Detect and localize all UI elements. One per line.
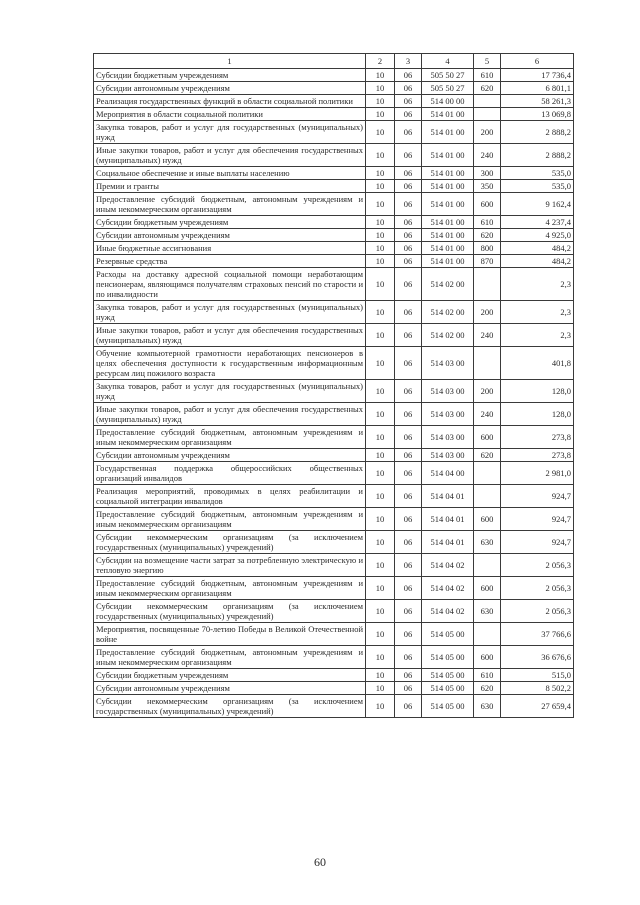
table-row [94,462,574,485]
table-row [94,95,574,108]
amount-cell: 924,7 [501,485,574,508]
amount-cell: 17 736,4 [501,69,574,82]
expense-type-cell [474,554,501,577]
row-name-cell: Мероприятия, посвященные 70-летию Победы в Великой Отечественной войне [94,623,366,646]
section-code-cell: 10 [366,403,395,426]
header-col-1: 1 [94,54,366,69]
table-row [94,121,574,144]
subsection-code-cell: 06 [395,242,422,255]
expense-type-cell: 620 [474,82,501,95]
row-name-cell: Субсидии автономным учреждениям [94,229,366,242]
section-code-cell: 10 [366,193,395,216]
header-col-5: 5 [474,54,501,69]
expense-type-cell: 610 [474,216,501,229]
amount-cell: 515,0 [501,669,574,682]
subsection-code-cell: 06 [395,347,422,380]
target-article-cell: 514 01 00 [422,242,474,255]
row-name-cell: Премии и гранты [94,180,366,193]
subsection-code-cell: 06 [395,216,422,229]
section-code-cell: 10 [366,216,395,229]
expense-type-cell: 600 [474,508,501,531]
expense-type-cell: 620 [474,449,501,462]
target-article-cell: 514 03 00 [422,403,474,426]
amount-cell: 6 801,1 [501,82,574,95]
table-row [94,531,574,554]
expense-type-cell: 200 [474,380,501,403]
page-number: 60 [314,855,326,869]
subsection-code-cell: 06 [395,167,422,180]
subsection-code-cell: 06 [395,449,422,462]
expense-type-cell [474,347,501,380]
target-article-cell: 514 05 00 [422,646,474,669]
expense-type-cell [474,268,501,301]
table-row [94,380,574,403]
table-row [94,144,574,167]
header-col-3: 3 [395,54,422,69]
amount-cell: 2 981,0 [501,462,574,485]
expense-type-cell: 240 [474,324,501,347]
table-row [94,347,574,380]
target-article-cell: 514 03 00 [422,380,474,403]
target-article-cell: 514 04 02 [422,577,474,600]
expense-type-cell: 240 [474,144,501,167]
section-code-cell: 10 [366,577,395,600]
row-name-cell: Иные бюджетные ассигнования [94,242,366,255]
amount-cell: 58 261,3 [501,95,574,108]
subsection-code-cell: 06 [395,144,422,167]
row-name-cell: Субсидии на возмещение части затрат за потребленную электрическую и тепловую энергию [94,554,366,577]
row-name-cell: Предоставление субсидий бюджетным, автономным учреждениям и иным некоммерческим организациям [94,193,366,216]
subsection-code-cell: 06 [395,462,422,485]
target-article-cell: 514 02 00 [422,324,474,347]
row-name-cell: Государственная поддержка общероссийских общественных организаций инвалидов [94,462,366,485]
amount-cell: 4 925,0 [501,229,574,242]
section-code-cell: 10 [366,380,395,403]
subsection-code-cell: 06 [395,577,422,600]
target-article-cell: 514 03 00 [422,449,474,462]
table-row [94,255,574,268]
subsection-code-cell: 06 [395,695,422,718]
expense-type-cell: 300 [474,167,501,180]
target-article-cell: 514 01 00 [422,167,474,180]
target-article-cell: 514 04 02 [422,600,474,623]
expense-type-cell: 630 [474,695,501,718]
section-code-cell: 10 [366,69,395,82]
target-article-cell: 514 05 00 [422,695,474,718]
expense-type-cell [474,485,501,508]
header-col-4: 4 [422,54,474,69]
table-row [94,695,574,718]
budget-table-container [93,53,573,718]
amount-cell: 273,8 [501,426,574,449]
expense-type-cell: 610 [474,69,501,82]
target-article-cell: 514 03 00 [422,347,474,380]
subsection-code-cell: 06 [395,646,422,669]
subsection-code-cell: 06 [395,600,422,623]
subsection-code-cell: 06 [395,669,422,682]
expense-type-cell: 630 [474,600,501,623]
row-name-cell: Обучение компьютерной грамотности неработающих пенсионеров в целях обеспечения доступности к государственным информационным ресурсам лиц пожилого возраста [94,347,366,380]
amount-cell: 27 659,4 [501,695,574,718]
expense-type-cell: 600 [474,426,501,449]
section-code-cell: 10 [366,108,395,121]
amount-cell: 484,2 [501,255,574,268]
table-row [94,82,574,95]
section-code-cell: 10 [366,95,395,108]
target-article-cell: 514 01 00 [422,108,474,121]
subsection-code-cell: 06 [395,485,422,508]
target-article-cell: 514 05 00 [422,623,474,646]
target-article-cell: 514 01 00 [422,193,474,216]
row-name-cell: Субсидии бюджетным учреждениям [94,69,366,82]
target-article-cell: 514 02 00 [422,301,474,324]
subsection-code-cell: 06 [395,268,422,301]
target-article-cell: 505 50 27 [422,82,474,95]
section-code-cell: 10 [366,669,395,682]
table-row [94,554,574,577]
expense-type-cell [474,108,501,121]
section-code-cell: 10 [366,600,395,623]
section-code-cell: 10 [366,449,395,462]
amount-cell: 2 888,2 [501,121,574,144]
section-code-cell: 10 [366,531,395,554]
expense-type-cell: 200 [474,301,501,324]
table-row [94,682,574,695]
section-code-cell: 10 [366,144,395,167]
table-row [94,180,574,193]
target-article-cell: 514 04 00 [422,462,474,485]
target-article-cell: 514 04 02 [422,554,474,577]
amount-cell: 401,8 [501,347,574,380]
section-code-cell: 10 [366,301,395,324]
amount-cell: 128,0 [501,380,574,403]
target-article-cell: 514 01 00 [422,180,474,193]
section-code-cell: 10 [366,682,395,695]
row-name-cell: Реализация государственных функций в области социальной политики [94,95,366,108]
header-col-6: 6 [501,54,574,69]
amount-cell: 9 162,4 [501,193,574,216]
row-name-cell: Резервные средства [94,255,366,268]
section-code-cell: 10 [366,347,395,380]
expense-type-cell: 610 [474,669,501,682]
section-code-cell: 10 [366,121,395,144]
section-code-cell: 10 [366,167,395,180]
subsection-code-cell: 06 [395,69,422,82]
table-row [94,508,574,531]
row-name-cell: Субсидии автономным учреждениям [94,449,366,462]
subsection-code-cell: 06 [395,108,422,121]
amount-cell: 2,3 [501,268,574,301]
amount-cell: 36 676,6 [501,646,574,669]
amount-cell: 484,2 [501,242,574,255]
target-article-cell: 514 00 00 [422,95,474,108]
section-code-cell: 10 [366,485,395,508]
amount-cell: 273,8 [501,449,574,462]
amount-cell: 13 069,8 [501,108,574,121]
target-article-cell: 514 02 00 [422,268,474,301]
table-row [94,577,574,600]
target-article-cell: 514 04 01 [422,485,474,508]
expense-type-cell: 350 [474,180,501,193]
amount-cell: 128,0 [501,403,574,426]
amount-cell: 2 056,3 [501,577,574,600]
row-name-cell: Реализация мероприятий, проводимых в целях реабилитации и социальной интеграции инвалидов [94,485,366,508]
amount-cell: 37 766,6 [501,623,574,646]
subsection-code-cell: 06 [395,95,422,108]
table-row [94,485,574,508]
subsection-code-cell: 06 [395,380,422,403]
amount-cell: 2 056,3 [501,554,574,577]
expense-type-cell: 240 [474,403,501,426]
header-col-2: 2 [366,54,395,69]
table-row [94,669,574,682]
section-code-cell: 10 [366,268,395,301]
table-row [94,193,574,216]
row-name-cell: Субсидии некоммерческим организациям (за исключением государственных (муниципальных) учреждений) [94,695,366,718]
amount-cell: 4 237,4 [501,216,574,229]
table-row [94,600,574,623]
section-code-cell: 10 [366,462,395,485]
subsection-code-cell: 06 [395,554,422,577]
row-name-cell: Закупка товаров, работ и услуг для государственных (муниципальных) нужд [94,301,366,324]
expense-type-cell: 600 [474,646,501,669]
section-code-cell: 10 [366,623,395,646]
expense-type-cell: 620 [474,229,501,242]
section-code-cell: 10 [366,82,395,95]
subsection-code-cell: 06 [395,193,422,216]
amount-cell: 535,0 [501,167,574,180]
row-name-cell: Мероприятия в области социальной политики [94,108,366,121]
subsection-code-cell: 06 [395,508,422,531]
row-name-cell: Предоставление субсидий бюджетным, автономным учреждениям и иным некоммерческим организациям [94,508,366,531]
section-code-cell: 10 [366,646,395,669]
table-header-row [94,54,574,69]
row-name-cell: Субсидии автономным учреждениям [94,682,366,695]
target-article-cell: 505 50 27 [422,69,474,82]
target-article-cell: 514 01 00 [422,144,474,167]
table-row [94,426,574,449]
table-row [94,69,574,82]
expense-type-cell [474,462,501,485]
subsection-code-cell: 06 [395,255,422,268]
row-name-cell: Субсидии некоммерческим организациям (за исключением государственных (муниципальных) учреждений) [94,600,366,623]
row-name-cell: Расходы на доставку адресной социальной помощи неработающим пенсионерам, являющимся получателям страховых пенсий по старости и по инвалидности [94,268,366,301]
row-name-cell: Закупка товаров, работ и услуг для государственных (муниципальных) нужд [94,380,366,403]
row-name-cell: Иные закупки товаров, работ и услуг для обеспечения государственных (муниципальных) нужд [94,324,366,347]
table-row [94,268,574,301]
section-code-cell: 10 [366,242,395,255]
target-article-cell: 514 01 00 [422,121,474,144]
expense-type-cell: 600 [474,193,501,216]
row-name-cell: Предоставление субсидий бюджетным, автономным учреждениям и иным некоммерческим организациям [94,426,366,449]
row-name-cell: Субсидии бюджетным учреждениям [94,216,366,229]
row-name-cell: Закупка товаров, работ и услуг для государственных (муниципальных) нужд [94,121,366,144]
row-name-cell: Иные закупки товаров, работ и услуг для обеспечения государственных (муниципальных) нужд [94,144,366,167]
table-row [94,167,574,180]
expense-type-cell: 600 [474,577,501,600]
subsection-code-cell: 06 [395,623,422,646]
subsection-code-cell: 06 [395,180,422,193]
section-code-cell: 10 [366,695,395,718]
subsection-code-cell: 06 [395,531,422,554]
table-row [94,216,574,229]
target-article-cell: 514 04 01 [422,531,474,554]
section-code-cell: 10 [366,554,395,577]
target-article-cell: 514 05 00 [422,682,474,695]
section-code-cell: 10 [366,324,395,347]
subsection-code-cell: 06 [395,121,422,144]
expense-type-cell [474,95,501,108]
row-name-cell: Субсидии бюджетным учреждениям [94,669,366,682]
subsection-code-cell: 06 [395,229,422,242]
expense-type-cell: 200 [474,121,501,144]
subsection-code-cell: 06 [395,324,422,347]
subsection-code-cell: 06 [395,82,422,95]
target-article-cell: 514 04 01 [422,508,474,531]
row-name-cell: Субсидии некоммерческим организациям (за исключением государственных (муниципальных) учреждений) [94,531,366,554]
amount-cell: 924,7 [501,508,574,531]
amount-cell: 2,3 [501,324,574,347]
table-body [94,69,574,718]
amount-cell: 924,7 [501,531,574,554]
target-article-cell: 514 01 00 [422,229,474,242]
section-code-cell: 10 [366,180,395,193]
table-row [94,324,574,347]
table-row [94,229,574,242]
table-row [94,623,574,646]
expense-type-cell: 620 [474,682,501,695]
expense-type-cell: 870 [474,255,501,268]
row-name-cell: Предоставление субсидий бюджетным, автономным учреждениям и иным некоммерческим организациям [94,646,366,669]
table-row [94,646,574,669]
row-name-cell: Субсидии автономным учреждениям [94,82,366,95]
subsection-code-cell: 06 [395,682,422,695]
section-code-cell: 10 [366,255,395,268]
expense-type-cell: 800 [474,242,501,255]
amount-cell: 8 502,2 [501,682,574,695]
subsection-code-cell: 06 [395,301,422,324]
budget-table [93,53,574,718]
table-row [94,403,574,426]
table-row [94,301,574,324]
table-row [94,449,574,462]
section-code-cell: 10 [366,229,395,242]
section-code-cell: 10 [366,426,395,449]
subsection-code-cell: 06 [395,426,422,449]
row-name-cell: Социальное обеспечение и иные выплаты населению [94,167,366,180]
subsection-code-cell: 06 [395,403,422,426]
table-row [94,242,574,255]
row-name-cell: Предоставление субсидий бюджетным, автономным учреждениям и иным некоммерческим организациям [94,577,366,600]
target-article-cell: 514 01 00 [422,255,474,268]
table-row [94,108,574,121]
row-name-cell: Иные закупки товаров, работ и услуг для обеспечения государственных (муниципальных) нужд [94,403,366,426]
expense-type-cell [474,623,501,646]
amount-cell: 2,3 [501,301,574,324]
amount-cell: 2 888,2 [501,144,574,167]
target-article-cell: 514 05 00 [422,669,474,682]
expense-type-cell: 630 [474,531,501,554]
section-code-cell: 10 [366,508,395,531]
target-article-cell: 514 01 00 [422,216,474,229]
amount-cell: 2 056,3 [501,600,574,623]
target-article-cell: 514 03 00 [422,426,474,449]
amount-cell: 535,0 [501,180,574,193]
